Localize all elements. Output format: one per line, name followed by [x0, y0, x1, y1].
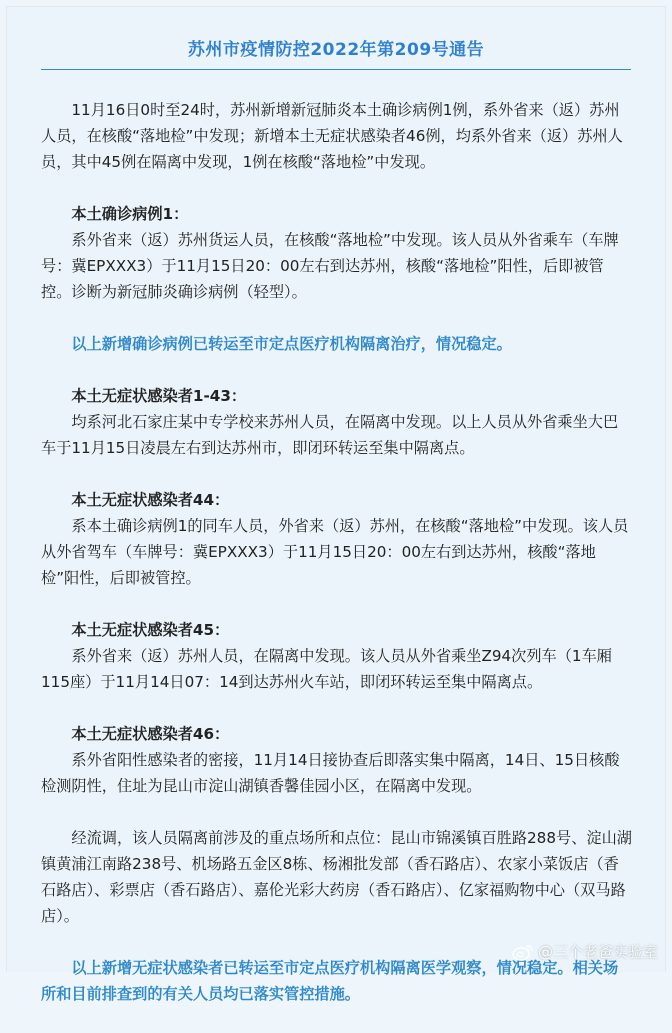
asymptomatic-46	[41, 721, 633, 799]
section-heading: 本土无症状感染者1-43：	[71, 387, 247, 405]
section-body: 系外省来（返）苏州人员，在隔离中发现。该人员从外省乘坐Z94次列车（1车厢115座）于11月14日07：14到达苏州火车站，即闭环转运至集中隔离点。	[41, 647, 612, 691]
confirmed-case-note: 以上新增确诊病例已转运至市定点医疗机构隔离治疗，情况稳定。	[71, 335, 512, 353]
asymptomatic-45	[41, 617, 633, 695]
title-divider	[41, 69, 631, 70]
notice-page	[6, 6, 666, 1003]
intro-paragraph: 11月16日0时至24时，苏州新增新冠肺炎本土确诊病例1例，系外省来（返）苏州人员，在核酸“落地检”中发现；新增本土无症状感染者46例，均系外省来（返）苏州人员，其中45例在隔离中发现，1例在核酸“落地检”中发现。	[41, 101, 623, 171]
watermark-text: @三个老爸实验室	[537, 943, 658, 961]
page-title: 苏州市疫情防控2022年第209号通告	[187, 40, 485, 60]
asymptomatic-44	[41, 487, 633, 591]
notice-content	[41, 97, 633, 1033]
trace-paragraph: 经流调，该人员隔离前涉及的重点场所和点位：昆山市锦溪镇百胜路288号、淀山湖镇黄浦江南路238号、机场路五金区8栋、杨湘批发部（香石路店）、农家小菜饭店（香石路店）、彩票店（香石路店）、嘉伦光彩大药房（香石路店）、亿家福购物中心（双马路店）。	[41, 829, 632, 925]
weibo-icon	[512, 943, 534, 961]
section-heading: 本土无症状感染者44：	[71, 491, 230, 509]
section-heading: 本土无症状感染者45：	[71, 621, 230, 639]
asymptomatic-note: 以上新增无症状感染者已转运至市定点医疗机构隔离医学观察，情况稳定。相关场所和目前排查到的有关人员均已落实管控措施。	[41, 959, 619, 1003]
section-body: 系本土确诊病例1的同车人员，外省来（返）苏州，在核酸“落地检”中发现。该人员从外省驾车（车牌号：冀EPXXX3）于11月15日20：00左右到达苏州，核酸“落地检”阳性，后即被管控。	[41, 517, 629, 587]
watermark	[512, 941, 658, 962]
section-heading: 本土无症状感染者46：	[71, 725, 230, 743]
section-heading: 本土确诊病例1：	[71, 205, 189, 223]
asymptomatic-1-43	[41, 383, 633, 461]
confirmed-case-1	[41, 201, 633, 305]
section-body: 均系河北石家庄某中专学校来苏州人员，在隔离中发现。以上人员从外省乘坐大巴车于11月15日凌晨左右到达苏州市，即闭环转运至集中隔离点。	[41, 413, 619, 457]
section-body: 系外省阳性感染者的密接，11月14日接协查后即落实集中隔离，14日、15日核酸检测阴性，住址为昆山市淀山湖镇香馨佳园小区，在隔离中发现。	[41, 751, 620, 795]
section-body: 系外省来（返）苏州货运人员，在核酸“落地检”中发现。该人员从外省乘车（车牌号：冀EPXXX3）于11月15日20：00左右到达苏州，核酸“落地检”阳性，后即被管控。诊断为新冠肺炎确诊病例（轻型）。	[41, 231, 619, 301]
